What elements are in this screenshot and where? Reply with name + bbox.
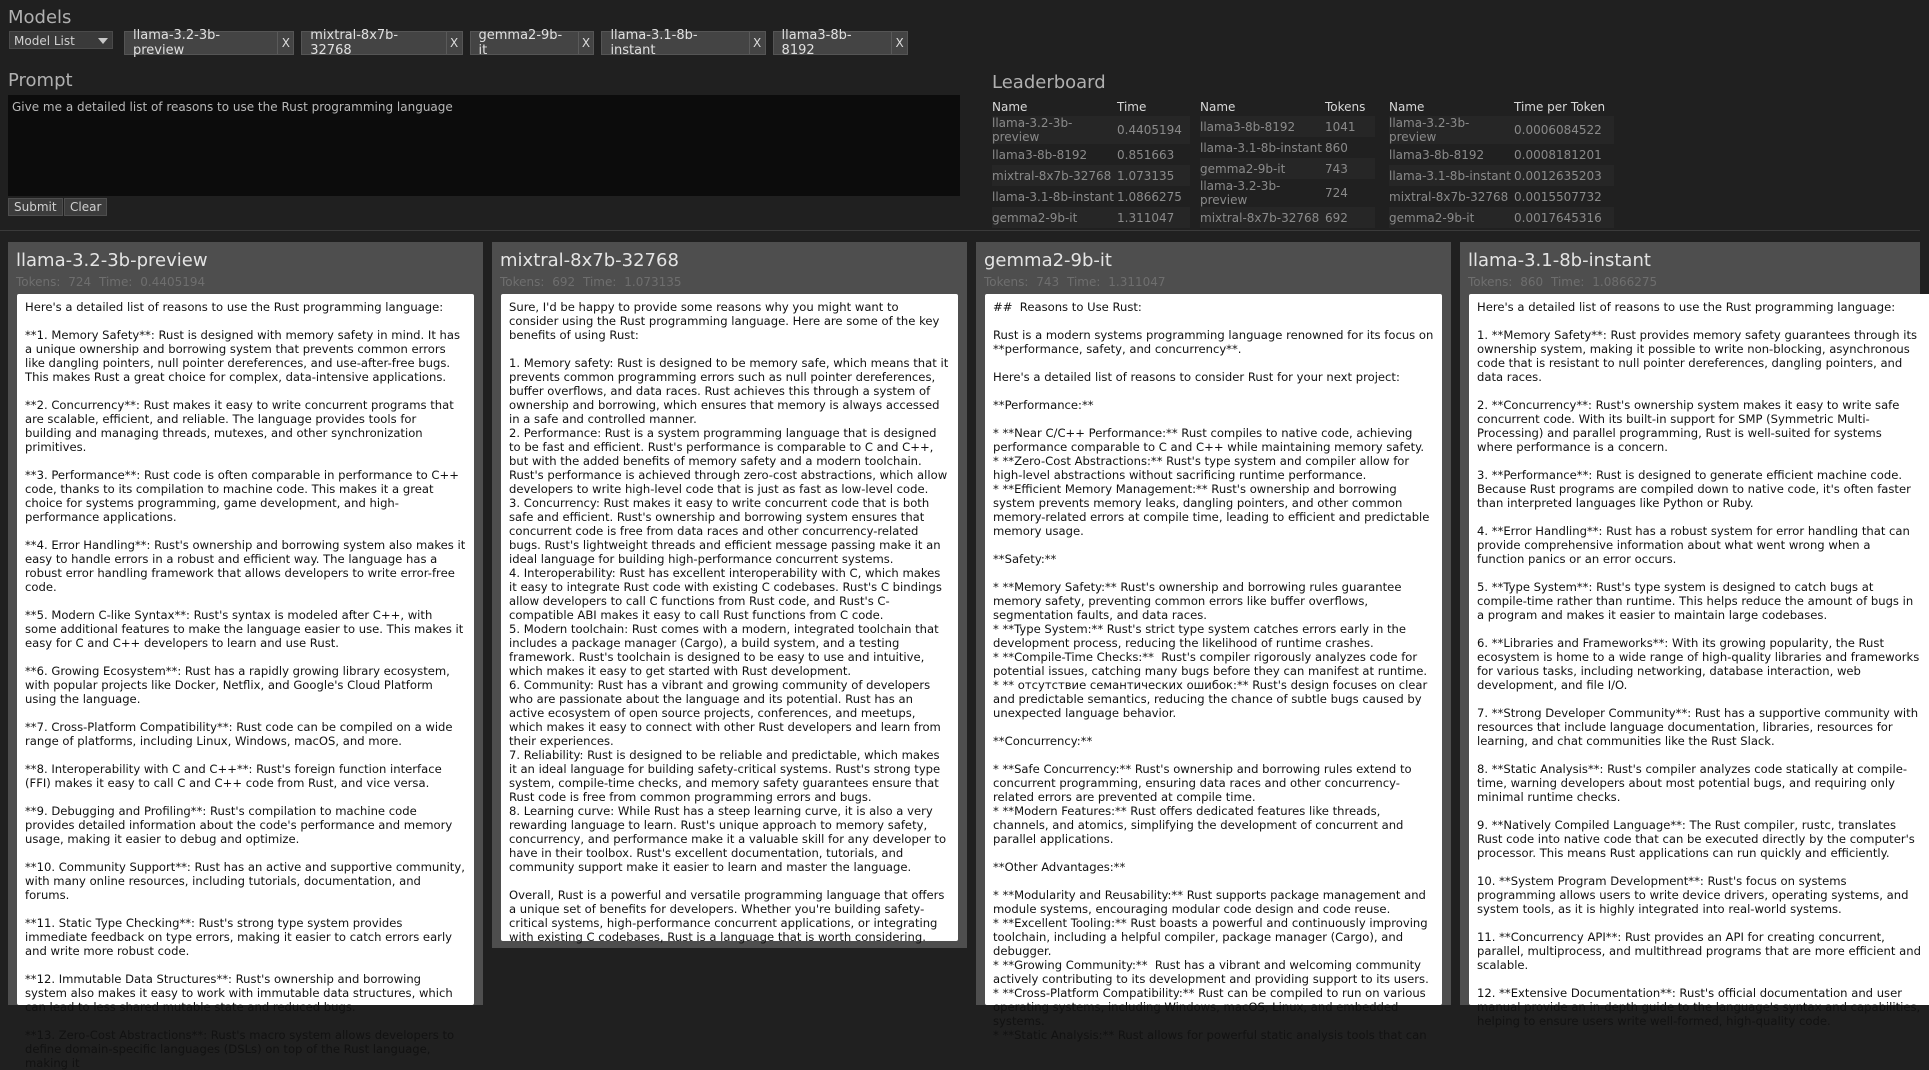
time-label: Time: — [1551, 275, 1585, 289]
table-cell: llama-3.1-8b-instant — [1389, 165, 1514, 186]
table-cell: 0.0017645316 — [1514, 207, 1614, 228]
tokens-value: 724 — [68, 275, 92, 289]
table-row — [992, 207, 1190, 228]
chevron-down-icon — [98, 38, 108, 44]
table-cell: 0.4405194 — [1117, 116, 1190, 144]
table-cell: 692 — [1325, 207, 1375, 228]
model-chip-label: llama-3.2-3b-preview — [133, 28, 221, 58]
panel-stats — [500, 275, 686, 289]
column-header: Tokens — [1325, 100, 1366, 114]
remove-model-button[interactable]: X — [446, 32, 462, 54]
tokens-leaderboard-table — [1200, 98, 1375, 228]
response-text[interactable]: Sure, I'd be happy to provide some reasons why you might want to consider using the Rust programming language. Here are some of the key benefits of using Rust: 1. Memory safety: Rust is designed to be memory safe, which means that it prevents common programming errors such as null pointer dereferences, buffer overflows, and data races. Rust achieves this through a system of ownership and borrowing, which ensures that memory is always accessed in a safe and controlled manner. 2. Performance: Rust is a system programming language that is designed to be fast and efficient. Rust's performance is comparable to C and C++, but with the added benefits of memory safety and a modern toolchain. Rust's performance is achieved through zero-cost abstractions, which allow developers to write high-level code that is just as fast as low-level code. 3. Concurrency: Rust makes it easy to write concurrent code that is both safe and efficient. Rust's ownership and borrowing system ensures that concurrent code is free from data races and other concurrency-related bugs. Rust's lightweight threads and efficient message passing make it an ideal language for building high-performance concurrent systems. 4. Interoperability: Rust has excellent interoperability with C, which makes it easy to integrate Rust code with existing C codebases. Rust's C bindings allow developers to call C functions from Rust code, and Rust's C-compatible ABI makes it easy to call Rust functions from C code. 5. Modern toolchain: Rust comes with a modern, integrated toolchain that includes a package manager (Cargo), a build system, and a testing framework. Rust's toolchain is designed to be easy to use and intuitive, which makes it easy to get started with Rust development. 6. Community: Rust has a vibrant and growing community of developers who are passionate about the language and its potential. Rust has an active ecosystem of open source projects, conferences, and meetups, which makes it easy to connect with other Rust developers and learn from their experiences. 7. Reliability: Rust is designed to be reliable and predictable, which makes it an ideal language for building safety-critical systems. Rust's strong type system, compile-time checks, and memory safety guarantees ensure that Rust code is free from common programming errors and bugs. 8. Learning curve: While Rust has a steep learning curve, it is also a very rewarding language to learn. Rust's unique approach to memory safety, concurrency, and performance make it a valuable skill for any developer to have in their toolbox. Rust's excellent documentation, tutorials, and community support make it easier to learn and master the language. Overall, Rust is a powerful and versatile programming language that offers a unique set of benefits for developers. Whether you're building safety-critical systems, high-performance concurrent applications, or integrating with existing C codebases, Rust is a language that is worth considering. — [501, 294, 958, 941]
panel-stats — [16, 275, 209, 289]
tokens-label: Tokens: — [16, 275, 61, 289]
model-chip-label: llama3-8b-8192 — [781, 28, 852, 58]
model-chip-label: gemma2-9b-it — [478, 28, 563, 58]
column-header: Name — [992, 100, 1028, 114]
time-value: 1.0866275 — [1592, 275, 1658, 289]
remove-model-button[interactable]: X — [749, 32, 765, 54]
response-text[interactable]: ## Reasons to Use Rust: Rust is a modern systems programming language renowned for its focus on **performance, safety, and concurrency**. Here's a detailed list of reasons to consider Rust for your next project: **Performance:** * **Near C/C++ Performance:** Rust compiles to native code, achieving performance comparable to C and C++ while maintaining memory safety. * **Zero-Cost Abstractions:** Rust's type system and compiler allow for high-level abstractions without sacrificing runtime performance. * **Efficient Memory Management:** Rust's ownership and borrowing system prevents memory leaks, dangling pointers, and other common memory-related errors at compile time, leading to efficient and predictable memory usage. **Safety:** * **Memory Safety:** Rust's ownership and borrowing rules guarantee memory safety, preventing common errors like buffer overflows, segmentation faults, and data races. * **Type System:** Rust's strict type system catches errors early in the development process, reducing the likelihood of runtime crashes. * **Compile-Time Checks:** Rust's compiler rigorously analyzes code for potential issues, catching many bugs before they can manifest at runtime. * ** отсутствие семантических ошибок:** Rust's design focuses on clear and predictable semantics, reducing the chance of subtle bugs caused by unexpected language behavior. **Concurrency:** * **Safe Concurrency:** Rust's ownership and borrowing rules extend to concurrent programming, ensuring data races and other concurrency-related errors are prevented at compile time. * **Modern Features:** Rust offers dedicated features like threads, channels, and atomics, simplifying the development of concurrent and parallel applications. **Other Advantages:** * **Modularity and Reusability:** Rust supports package management and module systems, encouraging modular code design and code reuse. * **Excellent Tooling:** Rust boasts a powerful and continuously improving toolchain, including a helpful compiler, package manager (Cargo), and debugger. * **Growing Community:** Rust has a vibrant and welcoming community actively contributing to its development and providing support to its users. * **Cross-Platform Compatibility:** Rust can be compiled to run on various operating systems, including Windows, macOS, Linux, and embedded systems. * **Static Analysis:** Rust allows for powerful static analysis tools that can — [985, 294, 1442, 1005]
prompt-section — [8, 70, 960, 220]
table-cell: llama-3.1-8b-instant — [1200, 140, 1322, 155]
table-cell: 860 — [1325, 140, 1348, 155]
table-cell: gemma2-9b-it — [1200, 158, 1325, 179]
table-row — [1389, 186, 1614, 207]
model-list-label: Model List — [14, 34, 75, 48]
table-cell: gemma2-9b-it — [992, 207, 1117, 228]
panel-stats — [984, 275, 1170, 289]
panel-title: llama-3.1-8b-instant — [1468, 250, 1651, 271]
column-header: Time per Token — [1514, 100, 1606, 114]
table-cell: llama-3.2-3b-preview — [992, 116, 1117, 144]
response-text[interactable]: Here's a detailed list of reasons to use the Rust programming language: **1. Memory Safety**: Rust is designed with memory safety in mind. It has a unique ownership and borrowing system that prevents common errors like dangling pointers, null pointer dereferences, and use-after-free bugs. This makes Rust a great choice for complex, data-intensive applications. **2. Concurrency**: Rust makes it easy to write concurrent programs that are scalable, efficient, and reliable. The language provides tools for building and managing threads, mutexes, and other synchronization primitives. **3. Performance**: Rust code is often comparable in performance to C++ code, thanks to its compilation to machine code. This makes it a great choice for systems programming, game development, and high-performance applications. **4. Error Handling**: Rust's ownership and borrowing system also makes it easy to handle errors in a robust and efficient way. The language has a robust error handling framework that allows developers to write error-free code. **5. Modern C-like Syntax**: Rust's syntax is modeled after C++, with some additional features to make the language easier to use. This makes it easy for C and C++ developers to learn and use Rust. **6. Growing Ecosystem**: Rust has a rapidly growing library ecosystem, with popular projects like Docker, Netflix, and Google's Cloud Platform using the language. **7. Cross-Platform Compatibility**: Rust code can be compiled on a wide range of platforms, including Linux, Windows, macOS, and more. **8. Interoperability with C and C++**: Rust's foreign function interface (FFI) makes it easy to call C and C++ code from Rust, and vice versa. **9. Debugging and Profiling**: Rust's compilation to machine code provides detailed information about the code's performance and memory usage, making it easier to debug and optimize. **10. Community Support**: Rust has an active and supportive community, with many online resources, including tutorials, documentation, and forums. **11. Static Type Checking**: Rust's strong type system provides immediate feedback on type errors, making it easier to catch errors early and write more robust code. **12. Immutable Data Structures**: Rust's ownership and borrowing system also makes it easy to work with immutable data structures, which can lead to less shared mutable state and reduced bugs. **13. Zero-Cost Abstractions**: Rust's macro system allows developers to define domain-specific languages (DSLs) on top of the Rust language, making it — [17, 294, 474, 1005]
time-label: Time: — [1067, 275, 1101, 289]
table-cell: llama-3.1-8b-instant — [992, 189, 1114, 204]
time-leaderboard-table — [992, 98, 1190, 228]
panel-title: gemma2-9b-it — [984, 250, 1112, 271]
model-chip — [601, 28, 765, 58]
leaderboard-title: Leaderboard — [992, 72, 1106, 93]
table-cell: mixtral-8x7b-32768 — [992, 165, 1117, 186]
submit-button[interactable]: Submit — [8, 198, 63, 216]
model-chip — [301, 28, 462, 58]
table-row — [1200, 158, 1375, 179]
table-cell: llama3-8b-8192 — [1200, 116, 1325, 137]
table-row — [1200, 137, 1375, 158]
table-cell: llama3-8b-8192 — [1389, 147, 1485, 162]
column-header: Time — [1117, 100, 1147, 114]
column-header: Name — [1389, 100, 1425, 114]
table-row — [1200, 207, 1375, 228]
table-cell: 743 — [1325, 158, 1375, 179]
time-value: 1.073135 — [624, 275, 682, 289]
model-output-panel — [976, 242, 1451, 1042]
table-cell: 1041 — [1325, 116, 1375, 137]
tokens-label: Tokens: — [984, 275, 1029, 289]
tokens-label: Tokens: — [1468, 275, 1513, 289]
model-chip — [470, 28, 595, 58]
model-output-panel — [492, 242, 967, 948]
table-cell: 1.0866275 — [1117, 189, 1182, 204]
time-label: Time: — [99, 275, 133, 289]
tokens-label: Tokens: — [500, 275, 545, 289]
models-section — [8, 7, 908, 57]
section-divider — [0, 230, 1920, 231]
table-cell: llama3-8b-8192 — [992, 147, 1088, 162]
table-cell: mixtral-8x7b-32768 — [1200, 207, 1325, 228]
table-row — [1389, 165, 1614, 186]
table-cell: 0.0012635203 — [1514, 165, 1614, 186]
clear-button[interactable]: Clear — [64, 198, 107, 216]
tokens-value: 692 — [552, 275, 576, 289]
model-list-dropdown[interactable] — [9, 31, 113, 49]
leaderboard — [992, 70, 1632, 225]
table-row — [992, 186, 1190, 207]
table-cell: 0.851663 — [1117, 147, 1175, 162]
panel-title: llama-3.2-3b-preview — [16, 250, 208, 271]
panel-title: mixtral-8x7b-32768 — [500, 250, 679, 271]
time-per-token-leaderboard-table — [1389, 98, 1614, 228]
model-output-panel — [1460, 242, 1921, 1028]
table-row — [992, 116, 1190, 144]
panel-stats — [1468, 275, 1661, 289]
remove-model-button[interactable]: X — [578, 32, 594, 54]
tokens-value: 743 — [1036, 275, 1060, 289]
table-row — [992, 165, 1190, 186]
tokens-value: 860 — [1520, 275, 1544, 289]
table-cell: llama-3.2-3b-preview — [1200, 179, 1281, 207]
table-cell: 1.073135 — [1117, 165, 1190, 186]
time-value: 1.311047 — [1108, 275, 1166, 289]
selected-models — [124, 28, 908, 58]
table-row — [1389, 116, 1614, 144]
column-header: Name — [1200, 100, 1236, 114]
table-cell: 1.311047 — [1117, 207, 1190, 228]
table-row — [1200, 179, 1375, 207]
prompt-title: Prompt — [8, 70, 73, 91]
table-cell: llama-3.2-3b-preview — [1389, 116, 1514, 144]
remove-model-button[interactable]: X — [277, 32, 293, 54]
model-chip — [124, 28, 294, 58]
models-title: Models — [8, 7, 72, 28]
table-cell: 0.0006084522 — [1514, 116, 1614, 144]
table-row — [1200, 116, 1375, 137]
table-cell: gemma2-9b-it — [1389, 207, 1514, 228]
table-row — [992, 144, 1190, 165]
table-cell: 0.0008181201 — [1514, 147, 1602, 162]
prompt-input[interactable] — [8, 95, 960, 196]
table-row — [1389, 207, 1614, 228]
table-row — [1389, 144, 1614, 165]
time-value: 0.4405194 — [140, 275, 206, 289]
response-text[interactable]: Here's a detailed list of reasons to use the Rust programming language: 1. **Memory Safety**: Rust provides memory safety guarantees through its ownership system, making it possible to write non-blocking, asynchronous code that is resistant to null pointer dereferences, dangling pointers, and data races. 2. **Concurrency**: Rust's ownership system makes it easy to write safe concurrent code. With its built-in support for SMP (Symmetric Multi-Processing) and parallel programming, Rust is well-suited for systems where performance is a concern. 3. **Performance**: Rust is designed to generate efficient machine code. Because Rust programs are compiled down to native code, it's often faster than interpreted languages like Python or Ruby. 4. **Error Handling**: Rust has a robust system for error handling that can provide comprehensive information about what went wrong when a function panics or an error occurs. 5. **Type System**: Rust's type system is designed to catch bugs at compile-time rather than runtime. This helps reduce the amount of bugs in a program and makes it easier to maintain large codebases. 6. **Libraries and Frameworks**: With its growing popularity, the Rust ecosystem is home to a wide range of high-quality libraries and frameworks for various tasks, including networking, database interaction, web development, and file I/O. 7. **Strong Developer Community**: Rust has a supportive community with resources that include language documentation, libraries, resources for learning, and chat communities like the Rust Slack. 8. **Static Analysis**: Rust's compiler analyzes code statically at compile-time, warning developers about most potential bugs, and requiring only minimal runtime checks. 9. **Natively Compiled Language**: The Rust compiler, rustc, translates Rust code into native code that can be executed directly by the computer's processor. This means Rust applications can run quickly and efficiently. 10. **System Program Development**: Rust's focus on systems programming allows users to write device drivers, operating systems, and system tools, as it is highly integrated into real-world systems. 11. **Concurrency API**: Rust provides an API for creating concurrent, parallel, multiprocess, and multithread programs that are more efficient and scalable. 12. **Extensive Documentation**: Rust's official documentation and user manual provide an in-depth guide to the language's syntax and capabilities, helping to ensure users write well-formed, high-quality code. — [1469, 294, 1929, 1005]
model-chip-label: llama-3.1-8b-instant — [610, 28, 698, 58]
table-cell: 724 — [1325, 186, 1348, 200]
time-label: Time: — [583, 275, 617, 289]
remove-model-button[interactable]: X — [891, 32, 907, 54]
model-output-panel — [8, 242, 483, 1070]
table-cell: 0.0015507732 — [1514, 189, 1602, 204]
table-cell: mixtral-8x7b-32768 — [1389, 189, 1509, 204]
model-chip — [773, 28, 908, 58]
model-chip-label: mixtral-8x7b-32768 — [310, 28, 399, 58]
